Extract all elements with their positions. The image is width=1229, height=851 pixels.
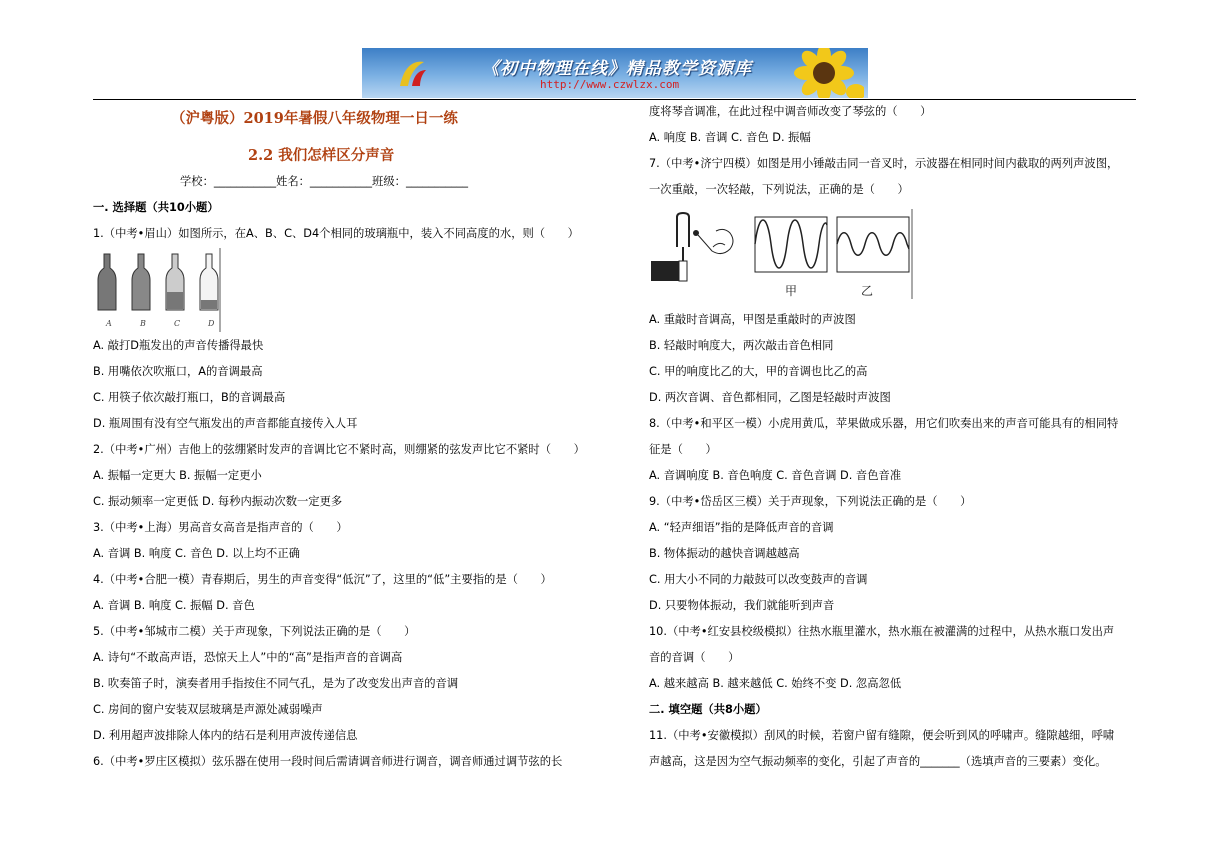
doc-title: （沪粤版）2019年暑假八年级物理一日一练 [171,110,458,127]
question-line: 8.（中考•和平区一模）小虎用黄瓜，苹果做成乐器，用它们吹奏出来的声音可能具有的相同特 [649,417,1119,430]
question-line: 度将琴音调准，在此过程中调音师改变了琴弦的（ ） [649,105,932,118]
option-line: D. 两次音调、音色都相同，乙图是轻敲时声波图 [649,391,891,404]
question-line: 7.（中考•济宁四模）如图是用小锤敲击同一音叉时，示波器在相同时间内截取的两列声波图， [649,157,1119,170]
option-line: B. 轻敲时响度大，两次敲击音色相同 [649,339,834,352]
option-line: A. 振幅一定更大 B. 振幅一定更小 [93,469,262,482]
doc-subtitle: 2.2 我们怎样区分声音 [248,147,395,164]
bottle-label-d: D [208,319,215,328]
option-line: A. 敲打D瓶发出的声音传播得最快 [93,339,264,352]
question-line: 2.（中考•广州）吉他上的弦绷紧时发声的音调比它不紧时高，则绷紧的弦发声比它不紧时（ ） [93,443,585,456]
bottles-figure [95,246,223,332]
option-line: A. 音调 B. 响度 C. 振幅 D. 音色 [93,599,255,612]
question-line: 10.（中考•红安县校级模拟）往热水瓶里灌水，热水瓶在被灌满的过程中，从热水瓶口发出声 [649,625,1115,638]
option-line: B. 物体振动的越快音调越越高 [649,547,800,560]
bottle-label-a: A [106,319,112,328]
bottle-label-c: C [174,319,181,328]
question-line: 6.（中考•罗庄区模拟）弦乐器在使用一段时间后需请调音师进行调音，调音师通过调节弦的长 [93,755,563,768]
option-line: D. 瓶周围有没有空气瓶发出的声音都能直接传入人耳 [93,417,358,430]
site-logo-icon [394,56,430,92]
question-line: 音的音调（ ） [649,651,740,664]
option-line: A. 响度 B. 音调 C. 音色 D. 振幅 [649,131,811,144]
option-line: D. 只要物体振动，我们就能听到声音 [649,599,835,612]
question-line: 11.（中考•安徽模拟）刮风的时候，若窗户留有缝隙，便会听到风的呼啸声。缝隙越细，呼啸 [649,729,1115,742]
section-heading: 一. 选择题（共10小题） [93,201,219,214]
header-divider [93,99,1136,100]
option-line: C. 用筷子依次敲打瓶口，B的音调最高 [93,391,286,404]
bottle-label-b: B [140,319,146,328]
option-line: A. “轻声细语”指的是降低声音的音调 [649,521,834,534]
option-line: C. 房间的窗户安装双层玻璃是声源处减弱噪声 [93,703,323,716]
question-line: 征是（ ） [649,443,717,456]
section-heading: 二. 填空题（共8小题） [649,703,767,716]
option-line: C. 用大小不同的力敲鼓可以改变鼓声的音调 [649,573,868,586]
question-line: 9.（中考•岱岳区三模）关于声现象，下列说法正确的是（ ） [649,495,972,508]
option-line: A. 越来越高 B. 越来越低 C. 始终不变 D. 忽高忽低 [649,677,902,690]
tuning-fork-figure [649,207,915,301]
question-line: 声越高，这是因为空气振动频率的变化，引起了声音的_______（选填声音的三要素）变化。 [649,755,1107,768]
banner-url[interactable]: http://www.czwlzx.com [540,78,680,91]
question-line: 4.（中考•合肥一模）青春期后，男生的声音变得“低沉”了，这里的“低”主要指的是（ ） [93,573,552,586]
option-line: B. 用嘴依次吹瓶口，A的音调最高 [93,365,263,378]
wave-label-yi: 乙 [861,284,874,298]
wave-label-jia: 甲 [785,284,798,298]
question-line: 一次重敲，一次轻敲，下列说法，正确的是（ ） [649,183,909,196]
banner-title: 《初中物理在线》精品教学资源库 [482,59,752,79]
header-banner [362,48,868,98]
question-line: 3.（中考•上海）男高音女高音是指声音的（ ） [93,521,348,534]
option-line: C. 振动频率一定更低 D. 每秒内振动次数一定更多 [93,495,343,508]
student-info-line: 学校：___________姓名：___________班级：___________ [180,175,469,188]
question-line: 5.（中考•邹城市二模）关于声现象，下列说法正确的是（ ） [93,625,416,638]
sunflower-icon [784,48,864,98]
option-line: A. 诗句“不敢高声语，恐惊天上人”中的“高”是指声音的音调高 [93,651,403,664]
option-line: D. 利用超声波排除人体内的结石是利用声波传递信息 [93,729,358,742]
option-line: A. 音调 B. 响度 C. 音色 D. 以上均不正确 [93,547,300,560]
option-line: B. 吹奏笛子时，演奏者用手指按住不同气孔，是为了改变发出声音的音调 [93,677,459,690]
option-line: A. 重敲时音调高，甲图是重敲时的声波图 [649,313,856,326]
question-line: 1.（中考•眉山）如图所示，在A、B、C、D4个相同的玻璃瓶中，装入不同高度的水，则（ ） [93,227,579,240]
option-line: C. 甲的响度比乙的大，甲的音调也比乙的高 [649,365,868,378]
option-line: A. 音调响度 B. 音色响度 C. 音色音调 D. 音色音准 [649,469,902,482]
